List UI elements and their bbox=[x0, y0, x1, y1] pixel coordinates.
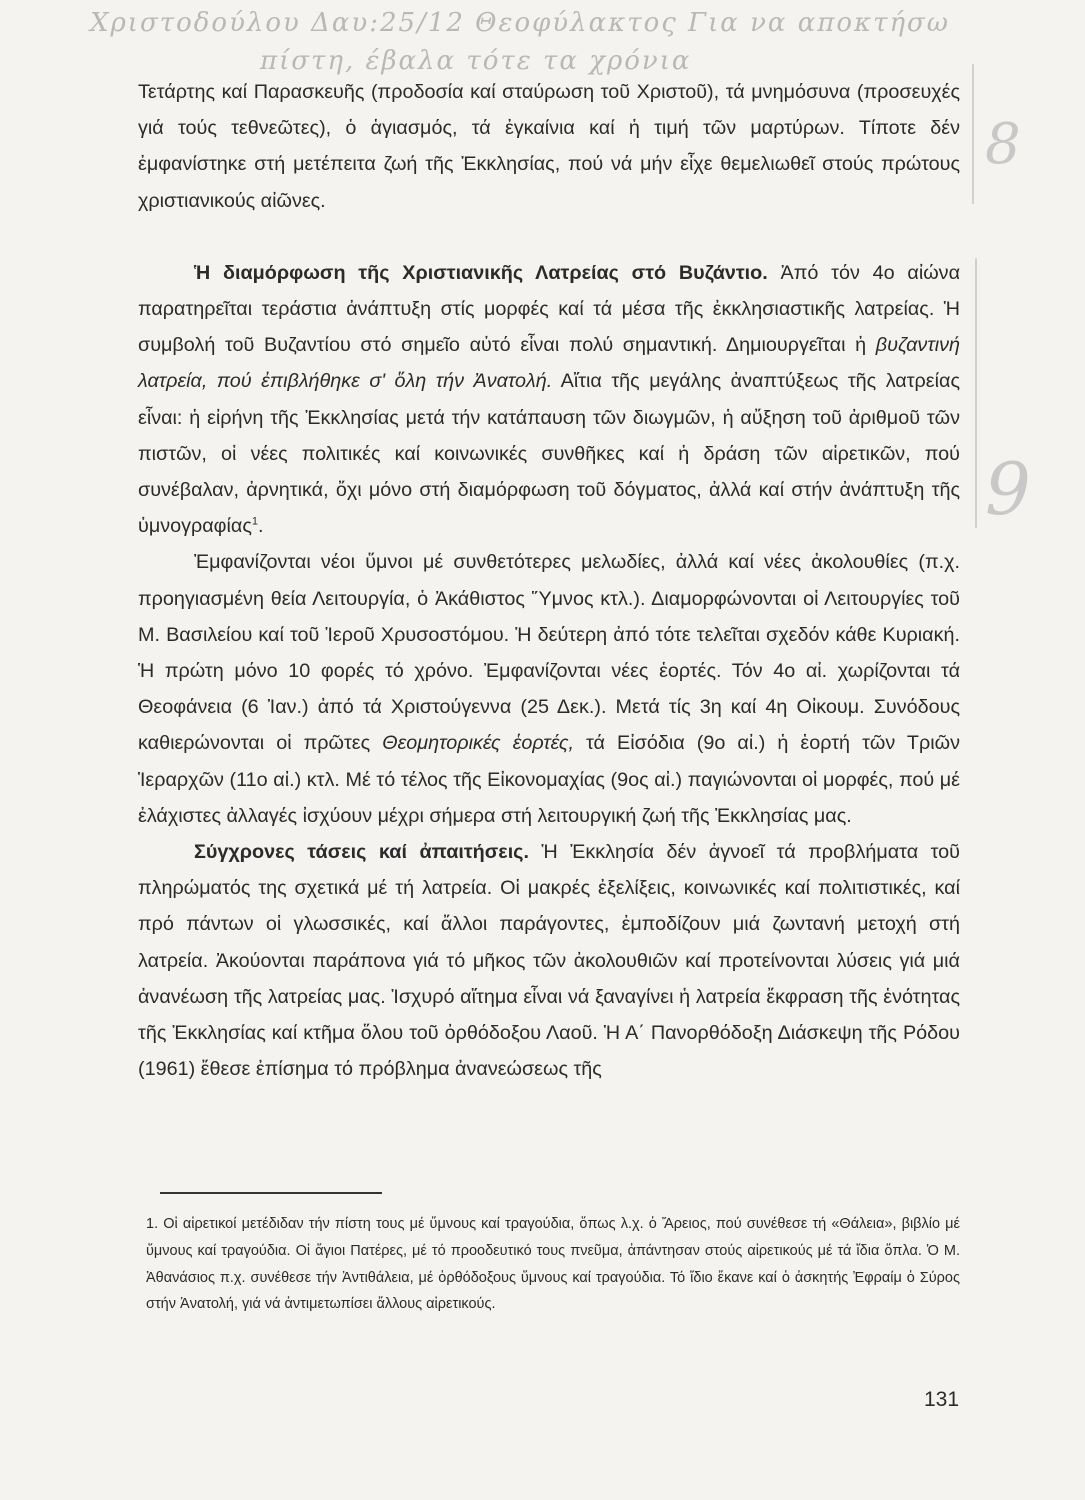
section-heading-trends: Σύγχρονες τάσεις καί ἀπαιτήσεις. bbox=[194, 841, 529, 864]
paragraph-2-italic: βυζαντινή λατρεία, πού ἐπιβλήθηκε σ' ὅλη τήν Ἀνατολή. bbox=[138, 334, 960, 393]
footnote-reference[interactable]: 1 bbox=[251, 515, 259, 528]
footnote-divider bbox=[160, 1192, 382, 1194]
handwritten-line-2: πίστη, έβαλα τότε τα χρόνια bbox=[260, 46, 692, 76]
paragraph-1-text: Τετάρτης καί Παρασκευῆς (προδοσία καί σταύρωση τοῦ Χριστοῦ), τά μνημόσυνα (προσευχές γιά τούς τεθνεῶτες), ὁ ἁγιασμός, τά ἐγκαίνια καί ἡ τιμή τῶν μαρτύρων. Τίποτε δέν ἐμφανίστηκε στή μετέπειτα ζωή τῆς Ἐκκλησίας, πού νά μήν εἶχε θεμελιωθεῖ στούς πρώτους χριστιανικούς αἰῶνες. bbox=[138, 81, 960, 212]
footnote-text: Οἱ αἱρετικοί μετέδιδαν τήν πίστη τους μέ ὕμνους καί τραγούδια, ὅπως λ.χ. ὁ Ἄρειος, πού συνέθεσε τή «Θάλεια», βιβλίο μέ ὕμνους καί τραγούδια. Οἱ ἅγιοι Πατέρες, μέ τό προοδευτικό τους πνεῦμα, ἀπάντησαν στούς αἱρετικούς μέ τά ἴδια ὅπλα. Ὁ Μ. Ἀθανάσιος π.χ. συνέθεσε τήν Ἀντιθάλεια, μέ ὀρθόδοξους ὕμνους καί τραγούδια. Τό ἴδιο ἔκανε καί ὁ ἀσκητής Ἐφραίμ ὁ Σύρος στήν Ἀνατολή, γιά νά ἀντιμετωπίσει ἄλλους αἱρετικούς. bbox=[146, 1216, 960, 1313]
footnote-marker: 1. bbox=[146, 1216, 159, 1232]
margin-number-8: 8 bbox=[985, 112, 1021, 177]
paragraph-4 bbox=[138, 834, 960, 1087]
paragraph-1 bbox=[138, 74, 960, 219]
main-text bbox=[138, 74, 960, 1087]
footnote bbox=[146, 1211, 960, 1318]
handwritten-note bbox=[90, 4, 990, 80]
paragraph-2-text-b: Αἴτια τῆς μεγάλης ἀναπτύξεως τῆς λατρείας εἶναι: ἡ εἰρήνη τῆς Ἐκκλησίας μετά τήν κατάπαυση τῶν διωγμῶν, ἡ αὔξηση τοῦ ἀριθμοῦ τῶν πιστῶν, οἱ νέες πολιτικές καί κοινωνικές συνθῆκες καί ἡ δράση τῶν αἱρετικῶν, πού συνέβαλαν, ἀρνητικά, ὄχι μόνο στή διαμόρφωση τοῦ δόγματος, ἀλλά καί στήν ἀνάπτυξη τῆς ὑμνογραφίας bbox=[138, 370, 960, 538]
paragraph-3-text-b: τά Εἰσόδια (9ο αἰ.) ἡ ἑορτή τῶν Τριῶν Ἱεραρχῶν (11ο αἰ.) κτλ. Μέ τό τέλος τῆς Εἰκονομαχίας (9ος αἰ.) παγιώνονται οἱ μορφές, πού μέ ἐλάχιστες ἀλλαγές ἰσχύουν μέχρι σήμερα στή λειτουργική ζωή τῆς Ἐκκλησίας μας. bbox=[138, 732, 960, 827]
footnote-1 bbox=[146, 1211, 960, 1318]
margin-pencil-line bbox=[975, 258, 977, 528]
handwritten-line-1: Χριστοδούλου Δαυ:25/12 Θεοφύλακτος Για να αποκτήσω bbox=[90, 8, 951, 38]
margin-pencil-line bbox=[972, 64, 974, 204]
section-heading-byzantium: Ἡ διαμόρφωση τῆς Χριστιανικῆς Λατρείας στό Βυζάντιο. bbox=[194, 261, 768, 284]
paragraph-3-italic: Θεομητορικές ἑορτές, bbox=[382, 732, 574, 755]
paragraph-3 bbox=[138, 544, 960, 834]
paragraph-2 bbox=[138, 255, 960, 545]
margin-number-9: 9 bbox=[985, 447, 1031, 531]
paragraph-4-text: Ἡ Ἐκκλησία δέν ἀγνοεῖ τά προβλήματα τοῦ πληρώματός της σχετικά μέ τή λατρεία. Οἱ μακρές ἐξελίξεις, κοινωνικές καί πολιτιστικές, καί πρό πάντων οἱ γλωσσικές, καί ἄλλοι παράγοντες, ἐμποδίζουν μιά ζωντανή μετοχή στή λατρεία. Ἀκούονται παράπονα γιά τό μῆκος τῶν ἀκολουθιῶν καί προτείνονται λύσεις γιά μιά ἀνανέωση τῆς λατρείας μας. Ἰσχυρό αἴτημα εἶναι νά ξαναγίνει ἡ λατρεία ἔκφραση τῆς ἑνότητας τῆς Ἐκκλησίας καί κτῆμα ὅλου τοῦ ὀρθόδοξου Λαοῦ. Ἡ Α΄ Πανορθόδοξη Διάσκεψη τῆς Ρόδου (1961) ἔθεσε ἐπίσημα τό πρόβλημα ἀνανεώσεως τῆς bbox=[138, 841, 960, 1081]
page-number: 131 bbox=[924, 1388, 960, 1411]
paragraph-3-text-a: Ἐμφανίζονται νέοι ὕμνοι μέ συνθετότερες μελωδίες, ἀλλά καί νέες ἀκολουθίες (π.χ. προηγιασμένη θεία Λειτουργία, ὁ Ἀκάθιστος Ὕμνος κτλ.). Διαμορφώνονται οἱ Λειτουργίες τοῦ Μ. Βασιλείου καί τοῦ Ἱεροῦ Χρυσοστόμου. Ἡ δεύτερη ἀπό τότε τελεῖται σχεδόν κάθε Κυριακή. Ἡ πρώτη μόνο 10 φορές τό χρόνο. Ἐμφανίζονται νέες ἑορτές. Τόν 4ο αἰ. χωρίζονται τά Θεοφάνεια (6 Ἰαν.) ἀπό τά Χριστούγεννα (25 Δεκ.). Μετά τίς 3η καί 4η Οἰκουμ. Συνόδους καθιερώνονται οἱ πρῶτες bbox=[138, 551, 960, 755]
paragraph-2-text-a: Ἀπό τόν 4ο αἰώνα παρατηρεῖται τεράστια ἀνάπτυξη στίς μορφές καί τά μέσα τῆς ἐκκλησιαστικῆς λατρείας. Ἡ συμβολή τοῦ Βυζαντίου στό σημεῖο αὐτό εἶναι πολύ σημαντική. Δημιουργεῖται ἡ bbox=[138, 261, 961, 357]
paragraph-2-end: . bbox=[258, 515, 264, 538]
